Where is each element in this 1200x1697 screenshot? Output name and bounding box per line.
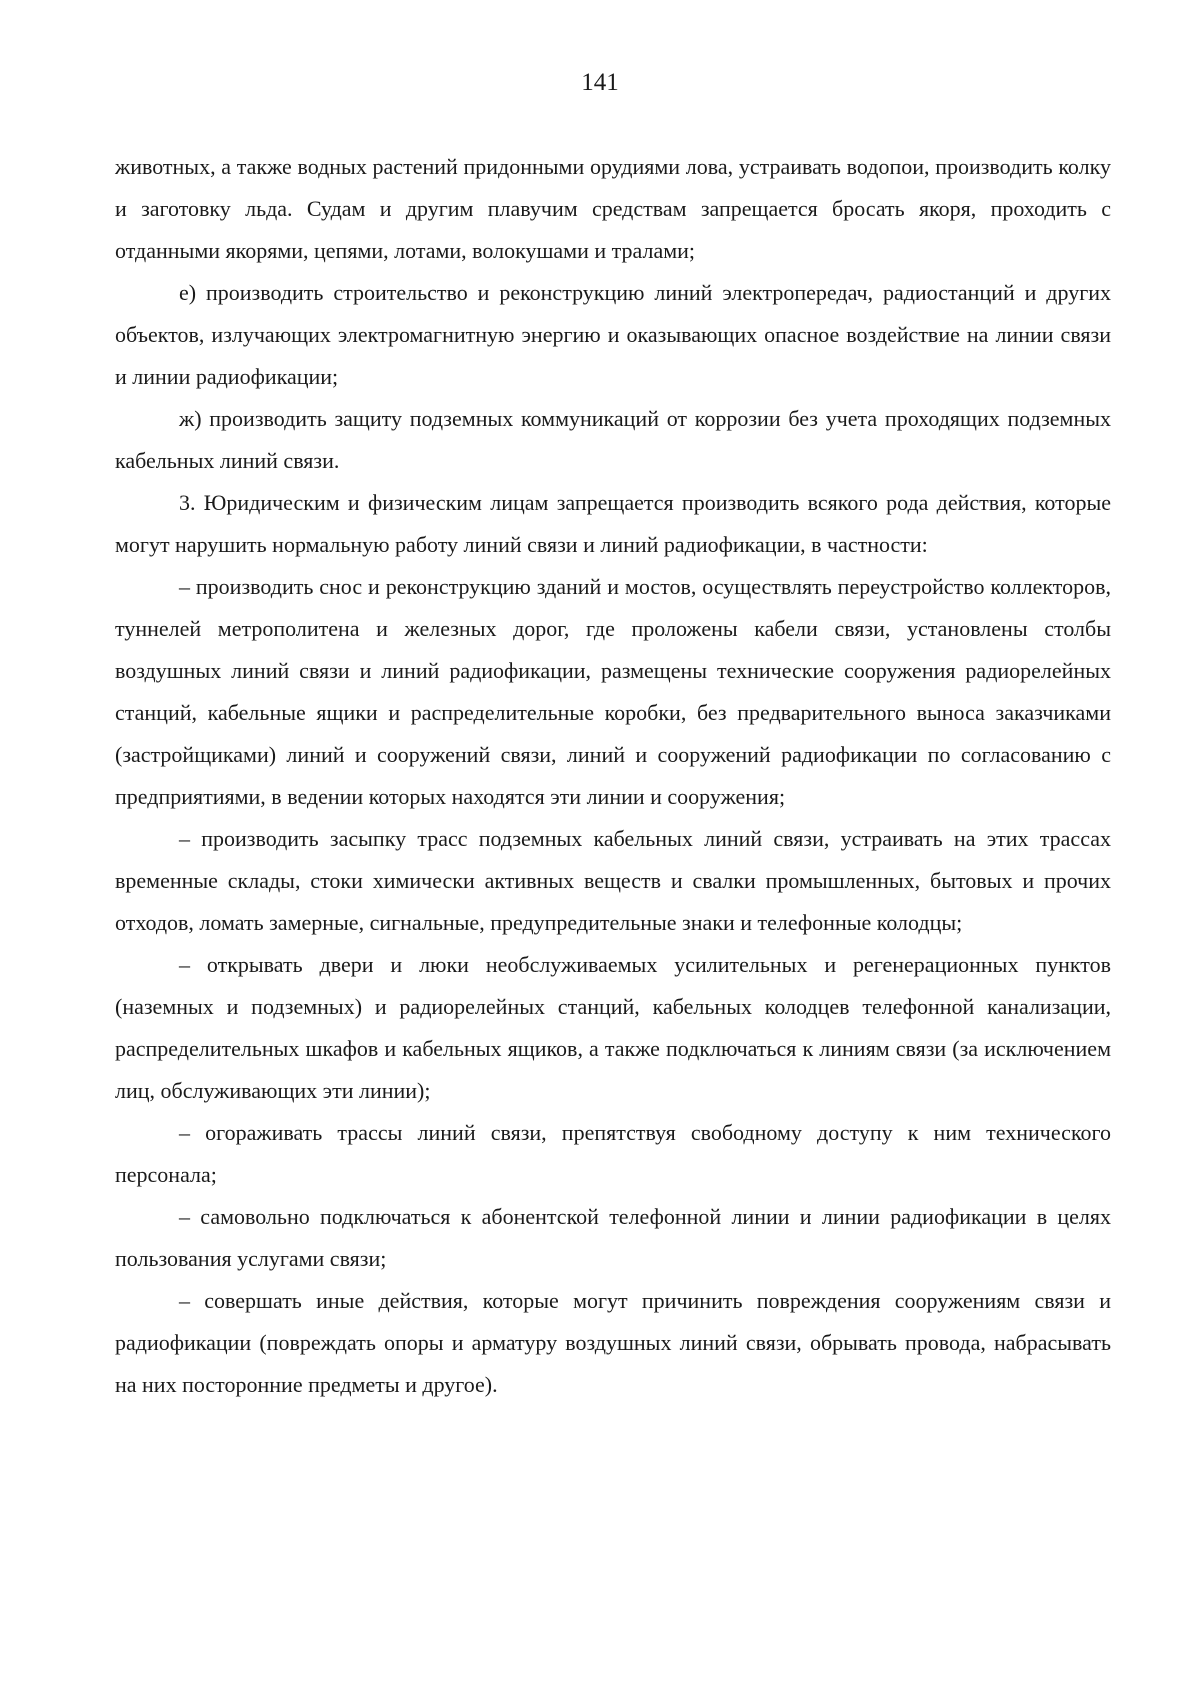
paragraph-item-zh: ж) производить защиту подземных коммуникаций от коррозии без учета проходящих подземных кабельных линий связи. <box>115 406 1111 473</box>
body-text <box>115 146 1111 1406</box>
page-number: 141 <box>581 69 619 96</box>
paragraph-dash-backfill: – производить засыпку трасс подземных кабельных линий связи, устраивать на этих трассах временные склады, стоки химически активных веществ и свалки промышленных, бытовых и прочих отходов, ломать замерные, сигнальные, предупредительные знаки и телефонные колодцы; <box>115 826 1111 935</box>
paragraph-dash-doors: – открывать двери и люки необслуживаемых усилительных и регенерационных пунктов (наземных и подземных) и радиорелейных станций, кабельных колодцев телефонной канализации, распределительных шкафов и кабельных ящиков, а также подключаться к линиям связи (за исключением лиц, обслуживающих эти линии); <box>115 952 1111 1103</box>
paragraph-item-e: е) производить строительство и реконструкцию линий электропередач, радиостанций и других объектов, излучающих электромагнитную энергию и оказывающих опасное воздействие на линии связи и линии радиофикации; <box>115 280 1111 389</box>
paragraph-dash-other-actions: – совершать иные действия, которые могут причинить повреждения сооружениям связи и радиофикации (повреждать опоры и арматуру воздушных линий связи, обрывать провода, набрасывать на них посторонние предметы и другое). <box>115 1288 1111 1397</box>
paragraph-continuation: животных, а также водных растений придонными орудиями лова, устраивать водопои, производить колку и заготовку льда. Судам и другим плавучим средствам запрещается бросать якоря, проходить с отданными якорями, цепями, лотами, волокушами и тралами; <box>115 154 1111 263</box>
paragraph-dash-demolition: – производить снос и реконструкцию зданий и мостов, осуществлять переустройство коллекторов, туннелей метрополитена и железных дорог, где проложены кабели связи, установлены столбы воздушных линий связи и линий радиофикации, размещены технические сооружения радиорелейных станций, кабельные ящики и распределительные коробки, без предварительного выноса заказчиками (застройщиками) линий и сооружений связи, линий и сооружений радиофикации по согласованию с предприятиями, в ведении которых находятся эти линии и сооружения; <box>115 574 1111 809</box>
paragraph-section-3: 3. Юридическим и физическим лицам запрещается производить всякого рода действия, которые могут нарушить нормальную работу линий связи и линий радиофикации, в частности: <box>115 490 1111 557</box>
paragraph-dash-connection: – самовольно подключаться к абонентской телефонной линии и линии радиофикации в целях пользования услугами связи; <box>115 1204 1111 1271</box>
paragraph-dash-fencing: – огораживать трассы линий связи, препятствуя свободному доступу к ним технического персонала; <box>115 1120 1111 1187</box>
